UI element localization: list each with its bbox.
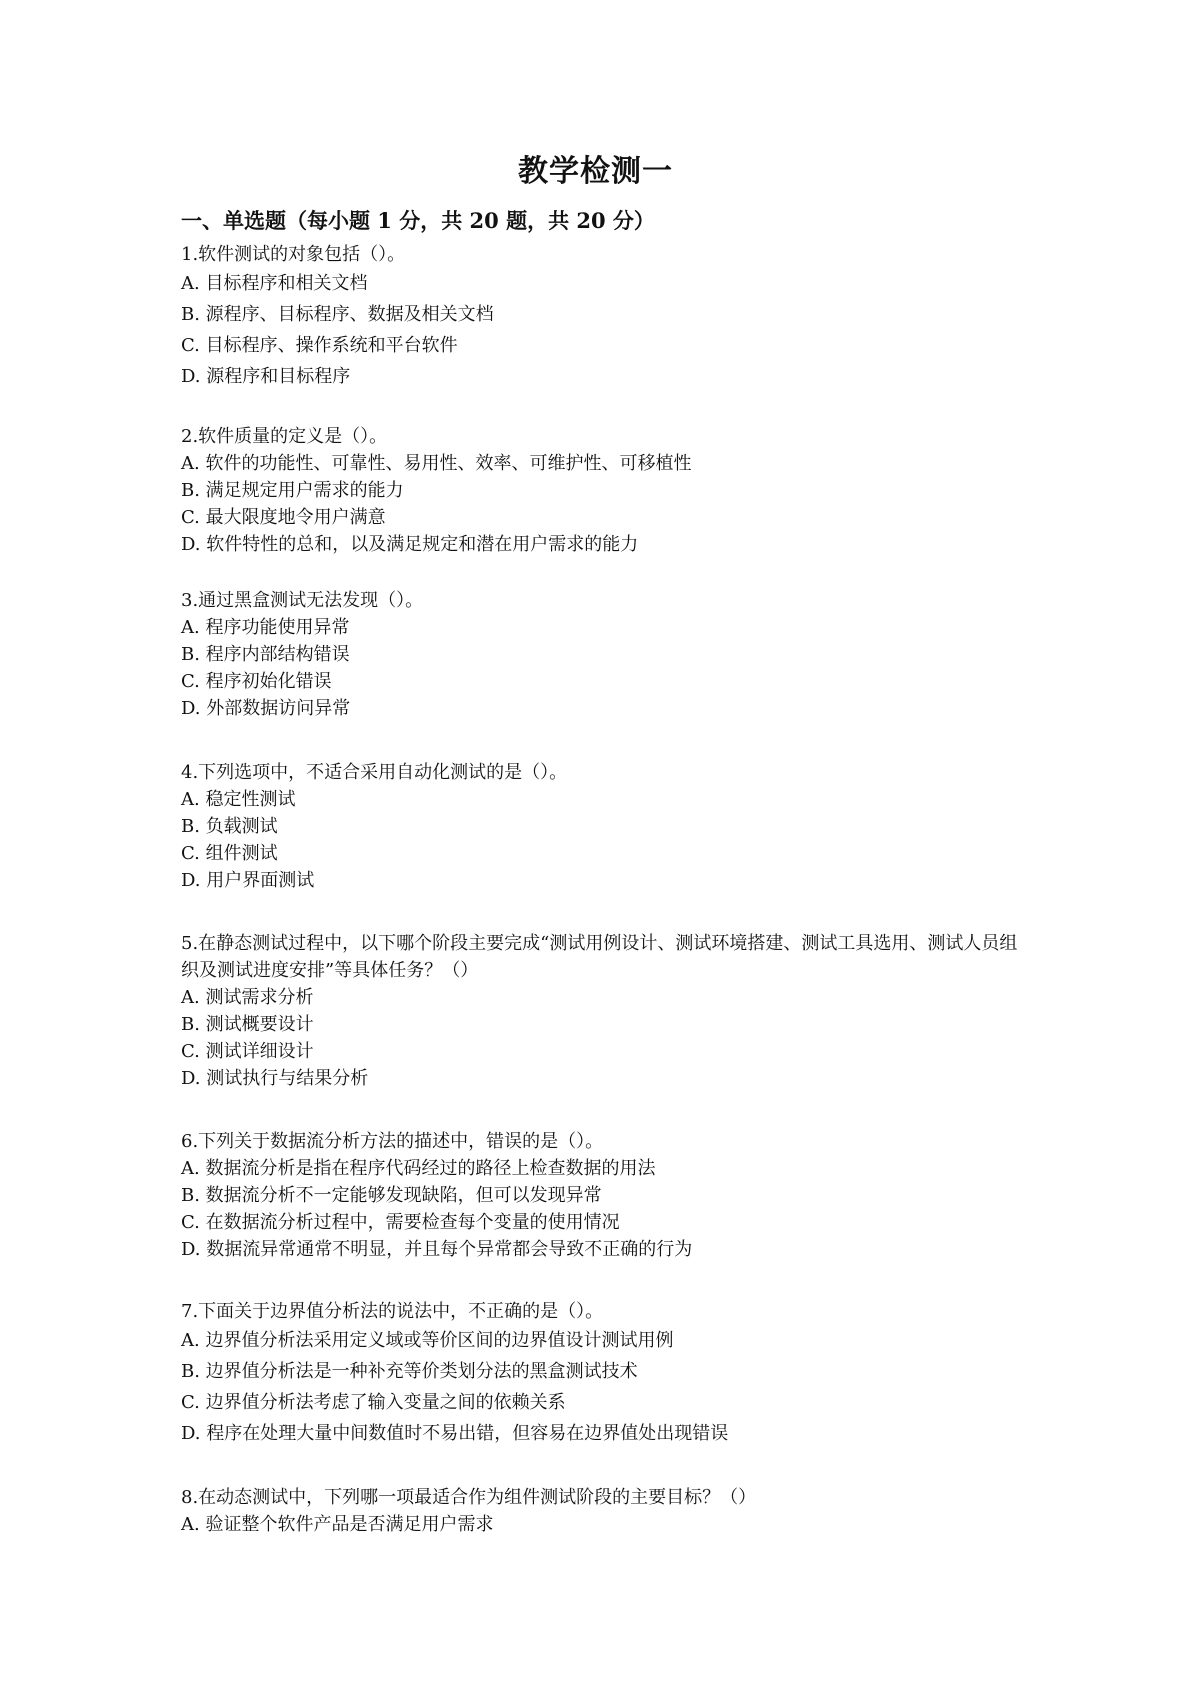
question-2	[181, 423, 1021, 558]
option-d: D. 外部数据访问异常	[181, 698, 351, 719]
question-stem: 4.下列选项中，不适合采用自动化测试的是（）。	[181, 762, 568, 783]
question-1	[181, 241, 1021, 392]
option-d: D. 程序在处理大量中间数值时不易出错，但容易在边界值处出现错误	[181, 1423, 729, 1444]
question-stem: 3.通过黑盒测试无法发现（）。	[181, 590, 424, 611]
question-stem: 5.在静态测试过程中，以下哪个阶段主要完成“测试用例设计、测试环境搭建、测试工具选用、测试人员组织及测试进度安排”等具体任务？（）	[181, 933, 1018, 981]
question-8	[181, 1484, 1021, 1538]
question-3	[181, 587, 1021, 722]
option-c: C. 最大限度地令用户满意	[181, 507, 386, 528]
option-b: B. 源程序、目标程序、数据及相关文档	[181, 304, 494, 325]
question-stem: 6.下列关于数据流分析方法的描述中，错误的是（）。	[181, 1131, 604, 1152]
option-a: A. 测试需求分析	[181, 987, 314, 1008]
option-a: A. 程序功能使用异常	[181, 617, 350, 638]
option-a: A. 目标程序和相关文档	[181, 273, 368, 294]
option-a: A. 数据流分析是指在程序代码经过的路径上检查数据的用法	[181, 1158, 656, 1179]
question-6	[181, 1128, 1021, 1263]
option-c: C. 边界值分析法考虑了输入变量之间的依赖关系	[181, 1392, 566, 1413]
page-title: 教学检测一	[518, 154, 673, 189]
option-a: A. 边界值分析法采用定义域或等价区间的边界值设计测试用例	[181, 1330, 674, 1351]
option-b: B. 测试概要设计	[181, 1014, 314, 1035]
option-c: C. 组件测试	[181, 843, 278, 864]
option-b: B. 边界值分析法是一种补充等价类划分法的黑盒测试技术	[181, 1361, 638, 1382]
question-stem: 2.软件质量的定义是（）。	[181, 426, 388, 447]
question-5	[181, 930, 1021, 1092]
option-b: B. 程序内部结构错误	[181, 644, 350, 665]
option-b: B. 数据流分析不一定能够发现缺陷，但可以发现异常	[181, 1185, 602, 1206]
question-7	[181, 1298, 1021, 1449]
option-d: D. 软件特性的总和，以及满足规定和潜在用户需求的能力	[181, 534, 639, 555]
option-d: D. 数据流异常通常不明显，并且每个异常都会导致不正确的行为	[181, 1239, 693, 1260]
option-a: A. 稳定性测试	[181, 789, 296, 810]
option-b: B. 满足规定用户需求的能力	[181, 480, 404, 501]
option-d: D. 用户界面测试	[181, 870, 315, 891]
option-c: C. 在数据流分析过程中，需要检查每个变量的使用情况	[181, 1212, 620, 1233]
question-stem: 1.软件测试的对象包括（）。	[181, 244, 406, 265]
section-heading: 一、单选题（每小题 1 分，共 20 题，共 20 分）	[181, 208, 655, 233]
option-c: C. 测试详细设计	[181, 1041, 314, 1062]
question-stem: 8.在动态测试中，下列哪一项最适合作为组件测试阶段的主要目标？（）	[181, 1487, 757, 1508]
option-c: C. 目标程序、操作系统和平台软件	[181, 335, 458, 356]
option-c: C. 程序初始化错误	[181, 671, 332, 692]
question-4	[181, 759, 1021, 894]
option-a: A. 软件的功能性、可靠性、易用性、效率、可维护性、可移植性	[181, 453, 692, 474]
option-d: D. 测试执行与结果分析	[181, 1068, 369, 1089]
option-b: B. 负载测试	[181, 816, 278, 837]
option-a: A. 验证整个软件产品是否满足用户需求	[181, 1514, 494, 1535]
question-stem: 7.下面关于边界值分析法的说法中，不正确的是（）。	[181, 1301, 604, 1322]
option-d: D. 源程序和目标程序	[181, 366, 351, 387]
